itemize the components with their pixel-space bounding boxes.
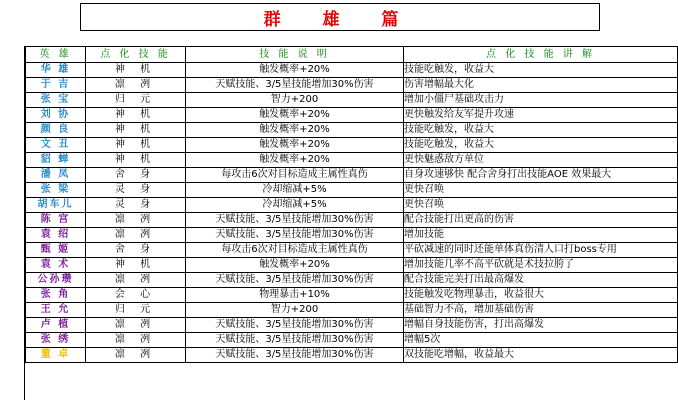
table-row xyxy=(26,123,678,138)
skill-explanation-cell[interactable]: 自身攻速够快 配合舍身打出技能AOE 效果最大 xyxy=(404,168,678,183)
skill-explanation-cell[interactable]: 配合技能完美打出最高爆发 xyxy=(404,273,678,288)
table-row xyxy=(26,198,678,213)
skill-explanation-cell[interactable]: 配合技能打出更高的伤害 xyxy=(404,213,678,228)
skill-description-cell[interactable]: 物理暴击+10% xyxy=(186,288,404,303)
skill-explanation-cell[interactable]: 增加技能几率不高平砍就是术技拉胯了 xyxy=(404,258,678,273)
hero-name-cell[interactable]: 袁 术 xyxy=(26,258,86,273)
hero-name-cell[interactable]: 张 绣 xyxy=(26,333,86,348)
skill-description-cell[interactable]: 冷却缩减+5% xyxy=(186,198,404,213)
table-row xyxy=(26,168,678,183)
skill-explanation-cell[interactable]: 基础智力不高，增加基础伤害 xyxy=(404,303,678,318)
skill-explanation-cell[interactable]: 伤害增幅最大化 xyxy=(404,78,678,93)
table-row xyxy=(26,348,678,363)
table-row xyxy=(26,63,678,78)
hero-name-cell[interactable]: 陈 宫 xyxy=(26,213,86,228)
header-description: 技 能 说 明 xyxy=(186,47,404,63)
skill-description-cell[interactable]: 天赋技能、3/5星技能增加30%伤害 xyxy=(186,228,404,243)
table-body xyxy=(26,63,678,363)
skill-explanation-cell[interactable]: 双技能吃增幅，收益最大 xyxy=(404,348,678,363)
hero-skill-table xyxy=(25,46,678,363)
hero-name-cell[interactable]: 卢 植 xyxy=(26,318,86,333)
table-header-row xyxy=(26,47,678,63)
skill-explanation-cell[interactable]: 增幅5次 xyxy=(404,333,678,348)
skill-name-cell[interactable]: 凛 冽 xyxy=(86,213,186,228)
skill-description-cell[interactable]: 天赋技能、3/5星技能增加30%伤害 xyxy=(186,78,404,93)
skill-name-cell[interactable]: 神 机 xyxy=(86,63,186,78)
hero-name-cell[interactable]: 甄 姬 xyxy=(26,243,86,258)
page-title: 群 雄 篇 xyxy=(263,9,417,30)
hero-name-cell[interactable]: 刘 协 xyxy=(26,108,86,123)
table-row xyxy=(26,333,678,348)
hero-name-cell[interactable]: 王 允 xyxy=(26,303,86,318)
skill-name-cell[interactable]: 凛 冽 xyxy=(86,78,186,93)
hero-name-cell[interactable]: 华 雄 xyxy=(26,63,86,78)
skill-explanation-cell[interactable]: 更快召唤 xyxy=(404,198,678,213)
table-row xyxy=(26,78,678,93)
header-skill: 点 化 技 能 xyxy=(86,47,186,63)
table-row xyxy=(26,108,678,123)
skill-name-cell[interactable]: 归 元 xyxy=(86,93,186,108)
skill-description-cell[interactable]: 天赋技能、3/5星技能增加30%伤害 xyxy=(186,348,404,363)
skill-name-cell[interactable]: 舍 身 xyxy=(86,243,186,258)
skill-explanation-cell[interactable]: 技能吃触发，收益大 xyxy=(404,138,678,153)
skill-description-cell[interactable]: 触发概率+20% xyxy=(186,123,404,138)
skill-description-cell[interactable]: 天赋技能、3/5星技能增加30%伤害 xyxy=(186,333,404,348)
skill-description-cell[interactable]: 每攻击6次对目标造成主属性真伤 xyxy=(186,243,404,258)
skill-name-cell[interactable]: 舍 身 xyxy=(86,168,186,183)
skill-description-cell[interactable]: 每攻击6次对目标造成主属性真伤 xyxy=(186,168,404,183)
skill-description-cell[interactable]: 天赋技能、3/5星技能增加30%伤害 xyxy=(186,273,404,288)
skill-name-cell[interactable]: 会 心 xyxy=(86,288,186,303)
skill-explanation-cell[interactable]: 增加技能 xyxy=(404,228,678,243)
skill-name-cell[interactable]: 凛 冽 xyxy=(86,348,186,363)
header-hero: 英 雄 xyxy=(26,47,86,63)
skill-name-cell[interactable]: 归 元 xyxy=(86,303,186,318)
hero-name-cell[interactable]: 张 宝 xyxy=(26,93,86,108)
skill-name-cell[interactable]: 神 机 xyxy=(86,258,186,273)
table-row xyxy=(26,228,678,243)
table-row xyxy=(26,93,678,108)
header-explanation: 点 化 技 能 讲 解 xyxy=(404,47,678,63)
skill-description-cell[interactable]: 触发概率+20% xyxy=(186,63,404,78)
skill-description-cell[interactable]: 触发概率+20% xyxy=(186,138,404,153)
skill-explanation-cell[interactable]: 技能触发吃物理暴击，收益很大 xyxy=(404,288,678,303)
table-row xyxy=(26,153,678,168)
skill-explanation-cell[interactable]: 更快触发给友军提升攻速 xyxy=(404,108,678,123)
skill-explanation-cell[interactable]: 平砍减速的同时还能单体真伤清人口打boss专用 xyxy=(404,243,678,258)
skill-explanation-cell[interactable]: 技能吃触发，收益大 xyxy=(404,63,678,78)
skill-description-cell[interactable]: 触发概率+20% xyxy=(186,153,404,168)
table-row xyxy=(26,318,678,333)
skill-description-cell[interactable]: 智力+200 xyxy=(186,303,404,318)
table-row xyxy=(26,303,678,318)
title-box xyxy=(80,3,600,31)
hero-name-cell[interactable]: 袁 绍 xyxy=(26,228,86,243)
skill-description-cell[interactable]: 冷却缩减+5% xyxy=(186,183,404,198)
table-row xyxy=(26,273,678,288)
hero-name-cell[interactable]: 张 角 xyxy=(26,288,86,303)
skill-description-cell[interactable]: 智力+200 xyxy=(186,93,404,108)
skill-name-cell[interactable]: 神 机 xyxy=(86,123,186,138)
table-row xyxy=(26,138,678,153)
hero-name-cell[interactable]: 于 吉 xyxy=(26,78,86,93)
skill-explanation-cell[interactable]: 增加小僵尸基础攻击力 xyxy=(404,93,678,108)
hero-name-cell[interactable]: 张 梁 xyxy=(26,183,86,198)
skill-name-cell[interactable]: 灵 身 xyxy=(86,183,186,198)
hero-name-cell[interactable]: 董 卓 xyxy=(26,348,86,363)
skill-description-cell[interactable]: 天赋技能、3/5星技能增加30%伤害 xyxy=(186,213,404,228)
skill-name-cell[interactable]: 神 机 xyxy=(86,138,186,153)
table-row xyxy=(26,183,678,198)
table-row xyxy=(26,288,678,303)
skill-name-cell[interactable]: 灵 身 xyxy=(86,198,186,213)
hero-name-cell[interactable]: 公孙瓒 xyxy=(26,273,86,288)
row-header-strip xyxy=(0,46,25,400)
skill-description-cell[interactable]: 触发概率+20% xyxy=(186,108,404,123)
skill-description-cell[interactable]: 触发概率+20% xyxy=(186,258,404,273)
table-row xyxy=(26,258,678,273)
skill-explanation-cell[interactable]: 更快召唤 xyxy=(404,183,678,198)
table-row xyxy=(26,243,678,258)
hero-name-cell[interactable]: 潘 凤 xyxy=(26,168,86,183)
skill-name-cell[interactable]: 凛 冽 xyxy=(86,273,186,288)
skill-explanation-cell[interactable]: 增幅自身技能伤害，打出高爆发 xyxy=(404,318,678,333)
table-row xyxy=(26,213,678,228)
skill-explanation-cell[interactable]: 更快魅惑敌方单位 xyxy=(404,153,678,168)
hero-name-cell[interactable]: 文 丑 xyxy=(26,138,86,153)
skill-description-cell[interactable]: 天赋技能、3/5星技能增加30%伤害 xyxy=(186,318,404,333)
skill-name-cell[interactable]: 凛 冽 xyxy=(86,228,186,243)
hero-name-cell[interactable]: 胡车儿 xyxy=(26,198,86,213)
skill-explanation-cell[interactable]: 技能吃触发，收益大 xyxy=(404,123,678,138)
hero-name-cell[interactable]: 颜 良 xyxy=(26,123,86,138)
skill-name-cell[interactable]: 凛 冽 xyxy=(86,333,186,348)
skill-name-cell[interactable]: 神 机 xyxy=(86,153,186,168)
hero-name-cell[interactable]: 貂 蝉 xyxy=(26,153,86,168)
skill-name-cell[interactable]: 神 机 xyxy=(86,108,186,123)
skill-name-cell[interactable]: 凛 冽 xyxy=(86,318,186,333)
